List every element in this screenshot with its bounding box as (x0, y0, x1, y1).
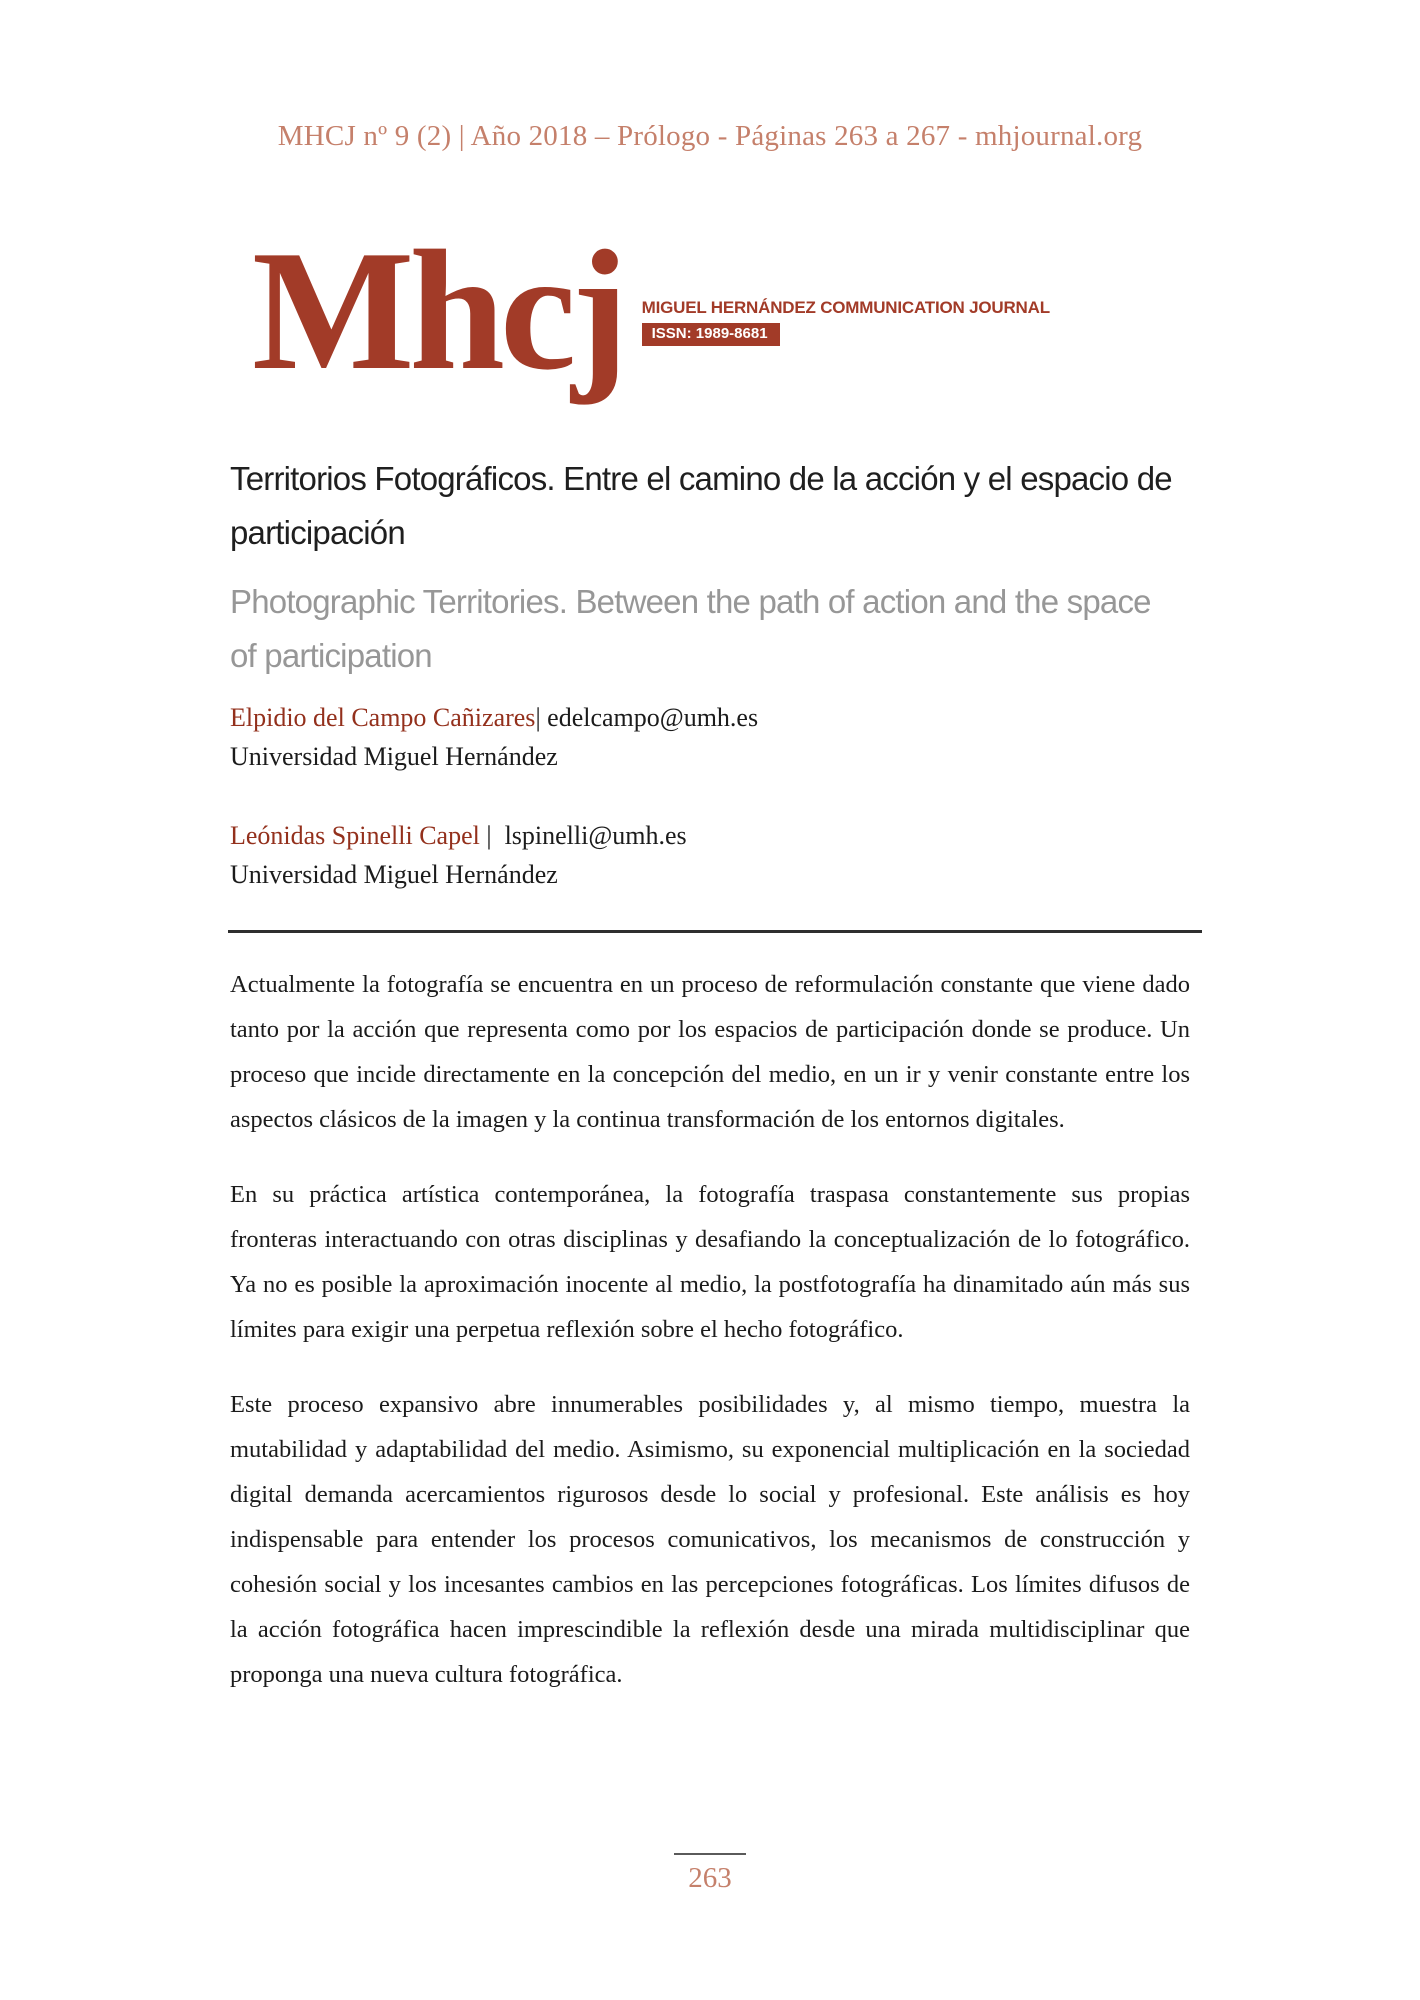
article-title-english: Photographic Territories. Between the path of action and the space of participation (230, 583, 1151, 675)
page-number: 263 (688, 1862, 732, 1894)
author-separator: | (479, 821, 505, 850)
author-affiliation: Universidad Miguel Hernández (230, 742, 558, 771)
header-citation-line: MHCJ nº 9 (2) | Año 2018 – Prólogo - Páginas 263 a 267 - mhjournal.org (277, 120, 1143, 152)
author-email-link[interactable]: lspinelli@umh.es (504, 821, 687, 850)
footer-rule (674, 1853, 746, 1855)
logo-side-block (642, 298, 1050, 346)
authors-block (230, 698, 1190, 894)
body-paragraph: Este proceso expansivo abre innumerables posibilidades y, al mismo tiempo, muestra la mutabilidad y adaptabilidad del medio. Asimismo, su exponencial multiplicación en la sociedad digital demanda acercamientos rigurosos desde lo social y profesional. Este análisis es hoy indispensable para entender los procesos comunicativos, los mecanismos de construcción y cohesión social y los incesantes cambios en las percepciones fotográficas. Los límites difusos de la acción fotográfica hacen imprescindible la reflexión desde una mirada multidisciplinar que proponga una nueva cultura fotográfica. (230, 1391, 1190, 1688)
author-row (230, 698, 1190, 776)
author-separator: | (535, 703, 548, 732)
author-email-link[interactable]: edelcampo@umh.es (547, 703, 759, 732)
author-line (230, 698, 1190, 737)
author-affiliation: Universidad Miguel Hernández (230, 860, 558, 889)
body-paragraph: En su práctica artística contemporánea, la fotografía traspasa constantemente sus propias fronteras interactuando con otras disciplinas y desafiando la conceptualización de lo fotográfico. Ya no es posible la aproximación inocente al medio, la postfotografía ha dinamitado aún más sus límites para exigir una perpetua reflexión sobre el hecho fotográfico. (230, 1181, 1190, 1343)
author-name: Leónidas Spinelli Capel (230, 821, 480, 850)
issn-badge: ISSN: 1989-8681 (642, 323, 780, 346)
author-line (230, 816, 1190, 855)
journal-logo (252, 216, 1050, 406)
journal-name: MIGUEL HERNÁNDEZ COMMUNICATION JOURNAL (641, 298, 1050, 317)
author-row (230, 816, 1190, 894)
divider-rule (228, 930, 1202, 933)
article-title-spanish: Territorios Fotográficos. Entre el camino de la acción y el espacio de participación (230, 460, 1172, 552)
author-name: Elpidio del Campo Cañizares (230, 703, 536, 732)
body-paragraph: Actualmente la fotografía se encuentra en un proceso de reformulación constante que viene dado tanto por la acción que representa como por los espacios de participación donde se produce. Un proceso que incide directamente en la concepción del medio, en un ir y venir constante entre los aspectos clásicos de la imagen y la continua transformación de los entornos digitales. (230, 971, 1190, 1133)
article-body (230, 962, 1190, 1727)
logo-wordmark: Mhcj (252, 216, 624, 406)
